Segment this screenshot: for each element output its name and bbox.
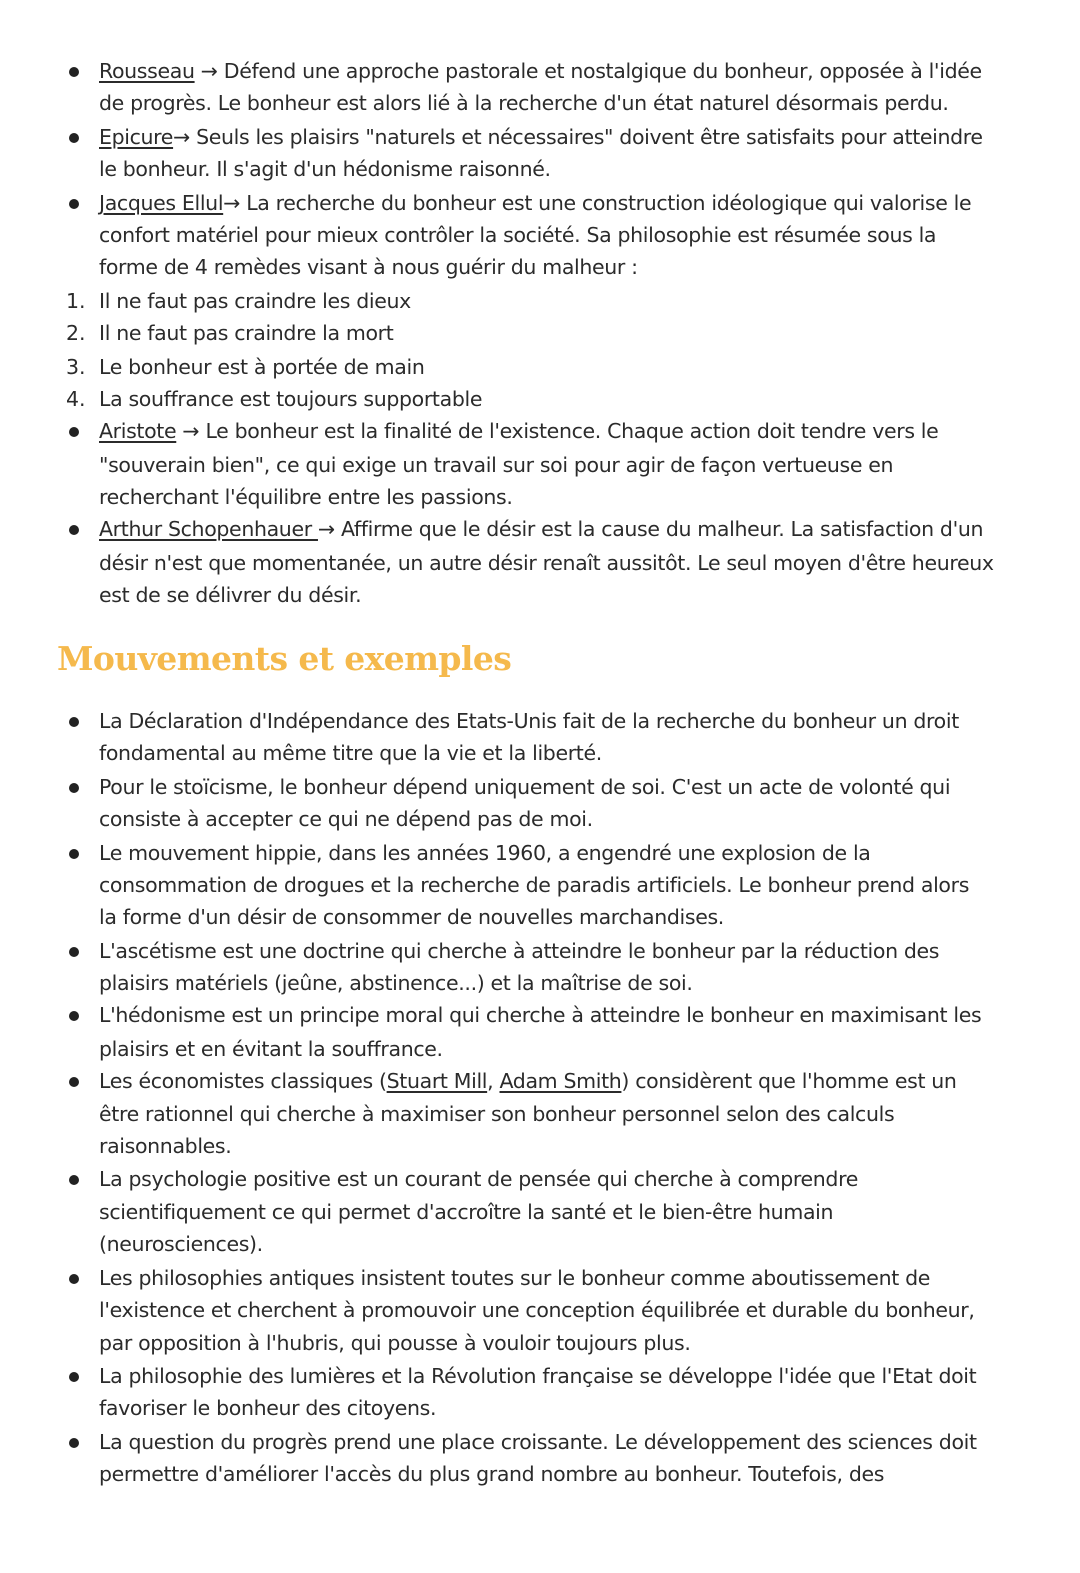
bullet-dot (69, 525, 79, 535)
bullet-text: Le mouvement hippie, dans les années 1960, a engendré une explosion de la (99, 841, 871, 865)
bullet-continuation: l'existence et cherchent à promouvoir une conception équilibrée et durable du bonheur, (99, 1298, 975, 1322)
bullet-text: Pour le stoïcisme, le bonheur dépend uniquement de soi. C'est un acte de volonté qui (99, 775, 951, 799)
bullet-dot (69, 849, 79, 859)
list-number: 2. (66, 321, 86, 345)
bullet-continuation: forme de 4 remèdes visant à nous guérir du malheur : (99, 255, 638, 279)
bullet-continuation: (neurosciences). (99, 1232, 263, 1256)
economist-name-smith[interactable]: Adam Smith (499, 1069, 622, 1093)
bullet-item-economists (0, 1064, 1080, 1098)
bullet-continuation: par opposition à l'hubris, qui pousse à vouloir toujours plus. (99, 1331, 691, 1355)
bullet-item (0, 998, 1080, 1032)
bullet-text: Epicure→ Seuls les plaisirs "naturels et nécessaires" doivent être satisfaits pour atteindre (99, 125, 983, 149)
philosopher-name[interactable]: Epicure (99, 125, 174, 149)
bullet-dot (69, 1011, 79, 1021)
economist-name-mill[interactable]: Stuart Mill (386, 1069, 488, 1093)
bullet-item-schopenhauer (0, 512, 1080, 546)
bullet-text: Les philosophies antiques insistent toutes sur le bonheur comme aboutissement de (99, 1266, 930, 1290)
section-heading: Mouvements et exemples (57, 639, 512, 678)
bullet-continuation: recherchant l'équilibre entre les passions. (99, 485, 513, 509)
bullet-continuation: être rationnel qui cherche à maximiser son bonheur personnel selon des calculs (99, 1102, 895, 1126)
bullet-continuation: raisonnables. (99, 1134, 232, 1158)
bullet-dot (69, 67, 79, 77)
bullet-continuation: scientifiquement ce qui permet d'accroître la santé et le bien-être humain (99, 1200, 834, 1224)
bullet-text: La philosophie des lumières et la Révolution française se développe l'idée que l'Etat doit (99, 1364, 977, 1388)
list-number: 4. (66, 387, 86, 411)
philosopher-name[interactable]: Arthur Schopenhauer (99, 517, 318, 541)
bullet-text: Rousseau → Défend une approche pastorale et nostalgique du bonheur, opposée à l'idée (99, 59, 982, 83)
list-text: La souffrance est toujours supportable (99, 387, 483, 411)
bullet-item (0, 1162, 1080, 1196)
bullet-text: La question du progrès prend une place croissante. Le développement des sciences doit (99, 1430, 977, 1454)
bullet-item-rousseau (0, 54, 1080, 88)
bullet-dot (69, 1274, 79, 1284)
bullet-dot (69, 783, 79, 793)
bullet-text: Arthur Schopenhauer → Affirme que le désir est la cause du malheur. La satisfaction d'un (99, 517, 984, 541)
bullet-item (0, 770, 1080, 804)
bullet-item (0, 1425, 1080, 1459)
bullet-item-epicure (0, 120, 1080, 154)
numbered-item (0, 350, 1080, 384)
bullet-item (0, 1261, 1080, 1295)
bullet-dot (69, 1077, 79, 1087)
bullet-dot (69, 1372, 79, 1382)
bullet-continuation: consiste à accepter ce qui ne dépend pas de moi. (99, 807, 593, 831)
bullet-continuation: "souverain bien", ce qui exige un travail sur soi pour agir de façon vertueuse en (99, 453, 894, 477)
list-text: Le bonheur est à portée de main (99, 355, 425, 379)
bullet-dot (69, 717, 79, 727)
philosopher-name[interactable]: Rousseau (99, 59, 195, 83)
bullet-dot (69, 947, 79, 957)
bullet-dot (69, 427, 79, 437)
bullet-dot (69, 1438, 79, 1448)
philosopher-name[interactable]: Aristote (99, 419, 177, 443)
bullet-item (0, 704, 1080, 738)
bullet-text: La psychologie positive est un courant de pensée qui cherche à comprendre (99, 1167, 858, 1191)
bullet-item (0, 836, 1080, 870)
bullet-continuation: fondamental au même titre que la vie et la liberté. (99, 741, 602, 765)
bullet-dot (69, 1175, 79, 1185)
bullet-continuation: permettre d'améliorer l'accès du plus grand nombre au bonheur. Toutefois, des (99, 1462, 885, 1486)
numbered-item (0, 316, 1080, 350)
bullet-text: Les économistes classiques (Stuart Mill, Adam Smith) considèrent que l'homme est un (99, 1069, 957, 1093)
numbered-item (0, 382, 1080, 416)
bullet-continuation: consommation de drogues et la recherche de paradis artificiels. Le bonheur prend alors (99, 873, 970, 897)
bullet-continuation: favoriser le bonheur des citoyens. (99, 1396, 437, 1420)
bullet-item (0, 1359, 1080, 1393)
bullet-text: Aristote → Le bonheur est la finalité de l'existence. Chaque action doit tendre vers le (99, 419, 939, 443)
bullet-item-ellul (0, 186, 1080, 220)
bullet-continuation: plaisirs et en évitant la souffrance. (99, 1037, 443, 1061)
bullet-continuation: est de se délivrer du désir. (99, 583, 362, 607)
bullet-text: Jacques Ellul→ La recherche du bonheur est une construction idéologique qui valorise le (99, 191, 972, 215)
bullet-continuation: le bonheur. Il s'agit d'un hédonisme raisonné. (99, 157, 551, 181)
list-text: Il ne faut pas craindre les dieux (99, 289, 411, 313)
bullet-item (0, 934, 1080, 968)
bullet-dot (69, 199, 79, 209)
bullet-continuation: confort matériel pour mieux contrôler la société. Sa philosophie est résumée sous la (99, 223, 937, 247)
philosopher-name[interactable]: Jacques Ellul (99, 191, 224, 215)
bullet-continuation: désir n'est que momentanée, un autre désir renaît aussitôt. Le seul moyen d'être heureux (99, 551, 994, 575)
bullet-continuation: la forme d'un désir de consommer de nouvelles marchandises. (99, 905, 724, 929)
bullet-text: L'hédonisme est un principe moral qui cherche à atteindre le bonheur en maximisant les (99, 1003, 982, 1027)
list-text: Il ne faut pas craindre la mort (99, 321, 394, 345)
list-number: 1. (66, 289, 86, 313)
bullet-continuation: de progrès. Le bonheur est alors lié à la recherche d'un état naturel désormais perdu. (99, 91, 949, 115)
bullet-text: L'ascétisme est une doctrine qui cherche à atteindre le bonheur par la réduction des (99, 939, 940, 963)
bullet-text: La Déclaration d'Indépendance des Etats-Unis fait de la recherche du bonheur un droit (99, 709, 959, 733)
bullet-dot (69, 133, 79, 143)
bullet-continuation: plaisirs matériels (jeûne, abstinence...) et la maîtrise de soi. (99, 971, 693, 995)
numbered-item (0, 284, 1080, 318)
list-number: 3. (66, 355, 86, 379)
bullet-item-aristote (0, 414, 1080, 448)
